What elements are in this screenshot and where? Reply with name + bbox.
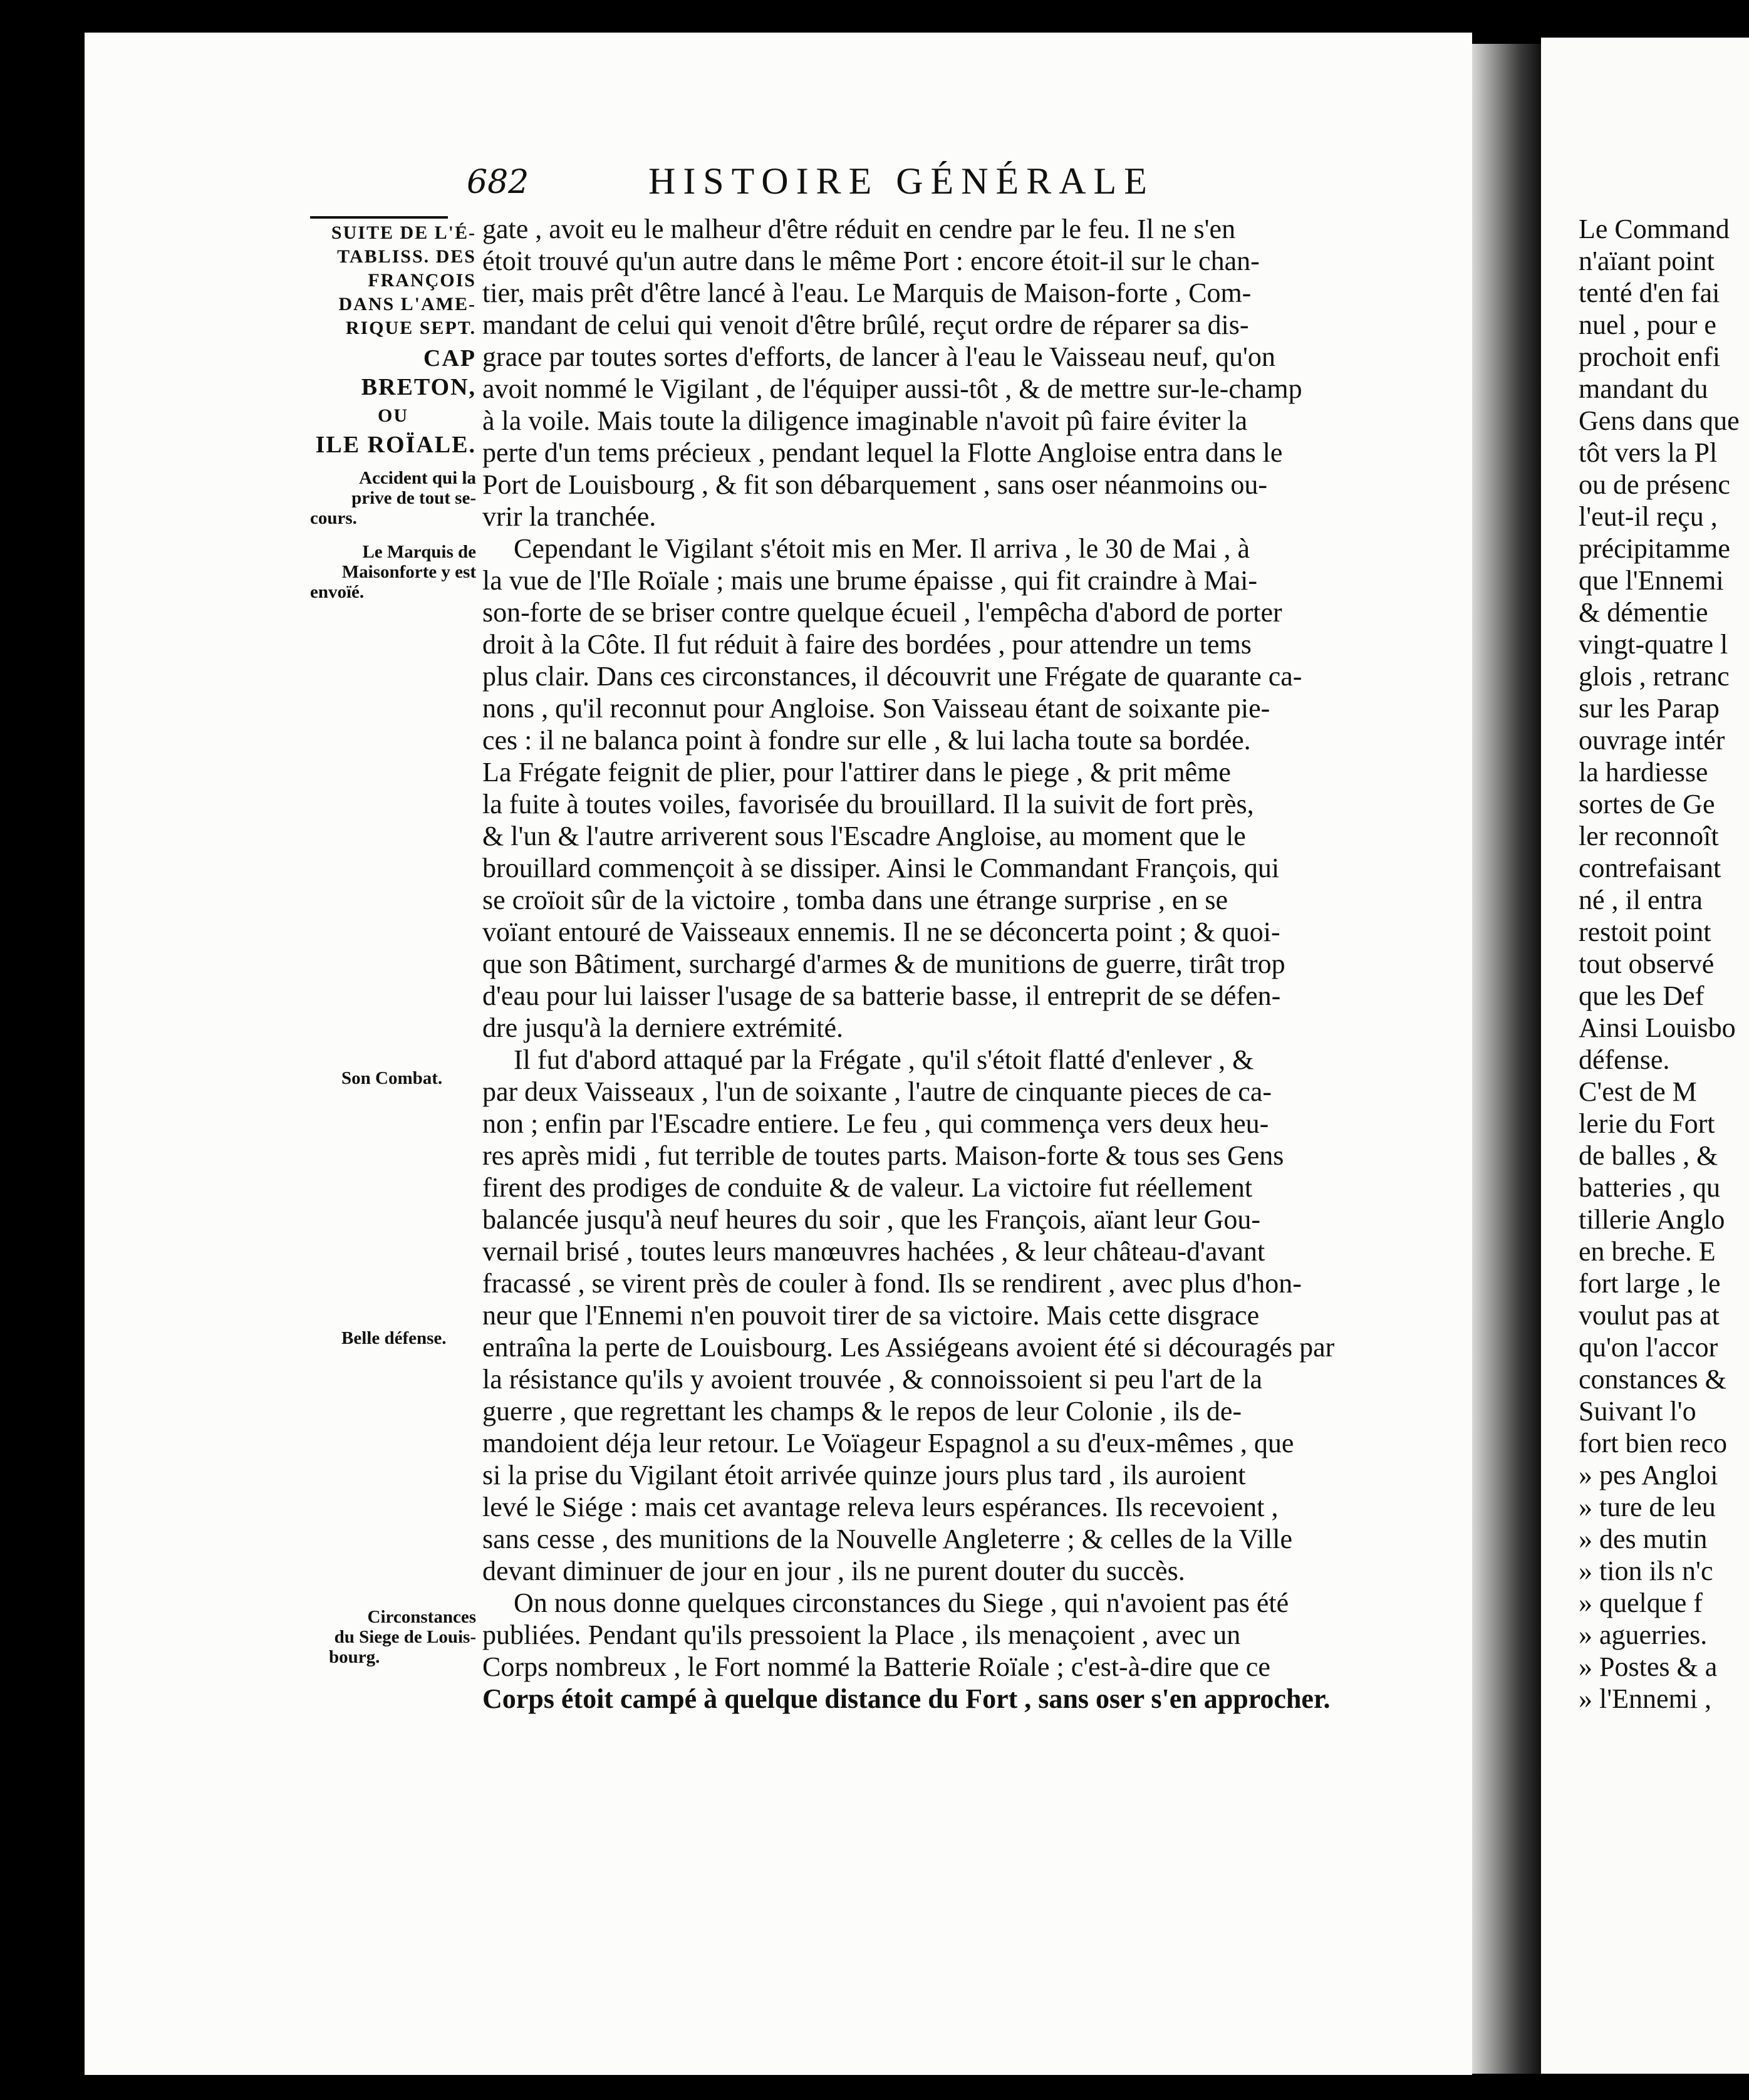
text-line: à la voile. Mais toute la diligence imaginable n'avoit pû faire éviter la: [482, 405, 1248, 436]
right-text-line: » ture de leu: [1579, 1492, 1716, 1522]
text-line: par deux Vaisseaux , l'un de soixante , l'autre de cinquante pieces de ca-: [482, 1076, 1272, 1107]
right-text-line: qu'on l'accor: [1579, 1332, 1718, 1363]
text-line: non ; enfin par l'Escadre entiere. Le feu , qui commença vers deux heu-: [482, 1108, 1269, 1139]
text-line: si la prise du Vigilant étoit arrivée quinze jours plus tard , ils auroient: [482, 1460, 1246, 1490]
text-line: La Frégate feignit de plier, pour l'attirer dans le piege , & prit même: [482, 757, 1231, 788]
right-text-line: vingt-quatre l: [1579, 629, 1728, 660]
right-text-line: nuel , pour e: [1579, 309, 1716, 340]
place-caption: CAP BRETON, OU ILE ROÏALE.: [315, 345, 476, 458]
right-page-text: [1579, 213, 1749, 1715]
text-line: vernail brisé , toutes leurs manœuvres hachées , & leur château-d'avant: [482, 1236, 1265, 1267]
page-number: 682: [467, 164, 529, 201]
right-text-line: » quelque f: [1579, 1588, 1703, 1618]
right-text-line: Gens dans que: [1579, 405, 1740, 436]
right-text-line: mandant du: [1579, 373, 1708, 404]
right-text-line: l'eut-il reçu ,: [1579, 501, 1718, 532]
text-line: nons , qu'il reconnut pour Angloise. Son Vaisseau étant de soixante pie-: [482, 693, 1270, 724]
text-line: ces : il ne balanca point à fondre sur elle , & lui lacha toute sa bordée.: [482, 725, 1251, 756]
right-text-line: constances &: [1579, 1364, 1726, 1395]
text-line: & l'un & l'autre arriverent sous l'Escadre Angloise, au moment que le: [482, 821, 1246, 851]
right-text-line: prochoit enfi: [1579, 341, 1721, 372]
text-line: neur que l'Ennemi n'en pouvoit tirer de sa victoire. Mais cette disgrace: [482, 1300, 1260, 1331]
text-line: Corps nombreux , le Fort nommé la Batterie Roïale ; c'est-à-dire que ce: [482, 1651, 1270, 1682]
text-line: levé le Siége : mais cet avantage releva leurs espérances. Ils recevoient ,: [482, 1492, 1279, 1522]
right-text-line: que l'Ennemi: [1579, 565, 1724, 596]
text-line: se croïoit sûr de la victoire , tomba dans une étrange surprise , en se: [482, 885, 1228, 915]
text-line: vrir la tranchée.: [482, 501, 657, 532]
note-circonstances: Circonstances du Siege de Louis- bourg.: [329, 1607, 476, 1667]
right-text-line: voulut pas at: [1579, 1300, 1720, 1331]
right-text-line: tôt vers la Pl: [1579, 437, 1718, 468]
section-caption: SUITE DE L'É- TABLISS. DES FRANÇOIS DANS L'AME- RIQUE SEPT.: [331, 222, 476, 338]
right-text-line: » tion ils n'c: [1579, 1556, 1713, 1586]
text-line: Il fut d'abord attaqué par la Frégate , qu'il s'étoit flatté d'enlever , &: [514, 1044, 1254, 1075]
right-text-line: glois , retranc: [1579, 661, 1730, 692]
right-text-line: sortes de Ge: [1579, 789, 1715, 819]
right-text-line: restoit point: [1579, 917, 1711, 947]
running-title: HISTOIRE GÉNÉRALE: [648, 160, 1155, 202]
main-text: [482, 213, 1422, 1715]
right-text-line: ler reconnoît: [1579, 821, 1719, 851]
right-text-line: & démentie: [1579, 597, 1708, 628]
right-text-line: précipitamme: [1579, 533, 1730, 564]
text-line: la vue de l'Ile Roïale ; mais une brume épaisse , qui fit craindre à Mai-: [482, 565, 1258, 596]
book-gutter: [1472, 44, 1541, 2074]
right-text-line: en breche. E: [1579, 1236, 1716, 1267]
text-line: sans cesse , des munitions de la Nouvelle Angleterre ; & celles de la Ville: [482, 1524, 1292, 1554]
right-text-line: » pes Angloi: [1579, 1460, 1718, 1490]
text-line: mandant de celui qui venoit d'être brûlé, reçut ordre de réparer sa dis-: [482, 309, 1249, 340]
text-line: grace par toutes sortes d'efforts, de lancer à l'eau le Vaisseau neuf, qu'on: [482, 341, 1275, 372]
right-text-line: n'aïant point: [1579, 246, 1715, 276]
right-text-line: tout observé: [1579, 949, 1715, 979]
right-text-line: ou de présenc: [1579, 469, 1730, 500]
right-text-line: fort large , le: [1579, 1268, 1721, 1299]
text-line: devant diminuer de jour en jour , ils ne purent douter du succès.: [482, 1556, 1185, 1586]
text-line: Port de Louisbourg , & fit son débarquement , sans oser néanmoins ou-: [482, 469, 1267, 500]
text-line: voïant entouré de Vaisseaux ennemis. Il ne se déconcerta point ; & quoi-: [482, 917, 1280, 947]
note-accident: Accident qui la prive de tout se- cours.: [310, 468, 476, 528]
right-text-line: » des mutin: [1579, 1524, 1708, 1554]
right-text-line: défense.: [1579, 1044, 1670, 1075]
text-line: étoit trouvé qu'un autre dans le même Port : encore étoit-il sur le chan-: [482, 246, 1260, 276]
right-text-line: » Postes & a: [1579, 1651, 1718, 1682]
note-combat: Son Combat.: [341, 1068, 443, 1088]
text-line: perte d'un tems précieux , pendant lequel la Flotte Angloise entra dans le: [482, 437, 1283, 468]
text-line: balancée jusqu'à neuf heures du soir , que les François, aïant leur Gou-: [482, 1204, 1260, 1235]
text-line: la résistance qu'ils y avoient trouvée , & connoissoient si peu l'art de la: [482, 1364, 1263, 1395]
text-line: firent des prodiges de conduite & de valeur. La victoire fut réellement: [482, 1172, 1253, 1203]
text-line: droit à la Côte. Il fut réduit à faire des bordées , pour attendre un tems: [482, 629, 1252, 660]
text-line: res après midi , fut terrible de toutes parts. Maison-forte & tous ses Gens: [482, 1140, 1284, 1171]
right-text-line: batteries , qu: [1579, 1172, 1721, 1203]
text-line: son-forte de se briser contre quelque écueil , l'empêcha d'abord de porter: [482, 597, 1282, 628]
right-text-line: Ainsi Louisbo: [1579, 1012, 1736, 1043]
right-text-line: né , il entra: [1579, 885, 1703, 915]
right-text-line: tillerie Anglo: [1579, 1204, 1725, 1235]
text-line: gate , avoit eu le malheur d'être réduit en cendre par le feu. Il ne s'en: [482, 214, 1236, 244]
right-text-line: C'est de M: [1579, 1076, 1697, 1107]
right-text-line: lerie du Fort: [1579, 1108, 1715, 1139]
text-line: dre jusqu'à la derniere extrémité.: [482, 1012, 843, 1043]
text-line: fracassé , se virent près de couler à fond. Ils se rendirent , avec plus d'hon-: [482, 1268, 1302, 1299]
text-line: brouillard commençoit à se dissiper. Ainsi le Commandant François, qui: [482, 853, 1280, 883]
note-marquis: Le Marquis de Maisonforte y est envoïé.: [310, 542, 476, 602]
text-line: plus clair. Dans ces circonstances, il découvrit une Frégate de quarante ca-: [482, 661, 1302, 692]
text-line: guerre , que regrettant les champs & le repos de leur Colonie , ils de-: [482, 1396, 1242, 1427]
right-text-line: de balles , &: [1579, 1140, 1718, 1171]
right-text-line: ouvrage intér: [1579, 725, 1725, 756]
right-text-line: Le Command: [1579, 214, 1730, 244]
right-text-line: la hardiesse: [1579, 757, 1708, 788]
text-line: entraîna la perte de Louisbourg. Les Assiégeans avoient été si découragés par: [482, 1332, 1335, 1363]
right-text-line: que les Def: [1579, 980, 1705, 1011]
right-text-line: » aguerries.: [1579, 1619, 1708, 1650]
text-line: mandoient déja leur retour. Le Voïageur Espagnol a su d'eux-mêmes , que: [482, 1428, 1294, 1458]
text-line: Cependant le Vigilant s'étoit mis en Mer. Il arriva , le 30 de Mai , à: [514, 533, 1250, 564]
text-line: tier, mais prêt d'être lancé à l'eau. Le Marquis de Maison-forte , Com-: [482, 278, 1252, 308]
text-line: que son Bâtiment, surchargé d'armes & de munitions de guerre, tirât trop: [482, 949, 1285, 979]
right-text-line: » l'Ennemi ,: [1579, 1683, 1712, 1714]
margin-notes: [310, 216, 476, 1667]
right-text-line: fort bien reco: [1579, 1428, 1727, 1458]
text-line: Corps étoit campé à quelque distance du Fort , sans oser s'en approcher.: [482, 1683, 1331, 1714]
text-line: la fuite à toutes voiles, favorisée du brouillard. Il la suivit de fort près,: [482, 789, 1254, 819]
page-header: [467, 160, 1438, 210]
right-text-line: contrefaisant: [1579, 853, 1721, 883]
text-line: publiées. Pendant qu'ils pressoient la Place , ils menaçoient , avec un: [482, 1619, 1241, 1650]
right-text-line: Suivant l'o: [1579, 1396, 1696, 1427]
margin-rule: [310, 216, 448, 219]
text-line: avoit nommé le Vigilant , de l'équiper aussi-tôt , & de mettre sur-le-champ: [482, 373, 1302, 404]
right-text-line: sur les Parap: [1579, 693, 1720, 724]
text-line: On nous donne quelques circonstances du Siege , qui n'avoient pas été: [514, 1588, 1289, 1618]
note-defense: Belle défense.: [341, 1328, 447, 1348]
text-line: d'eau pour lui laisser l'usage de sa batterie basse, il entreprit de se défen-: [482, 980, 1281, 1011]
right-text-line: tenté d'en fai: [1579, 278, 1720, 308]
